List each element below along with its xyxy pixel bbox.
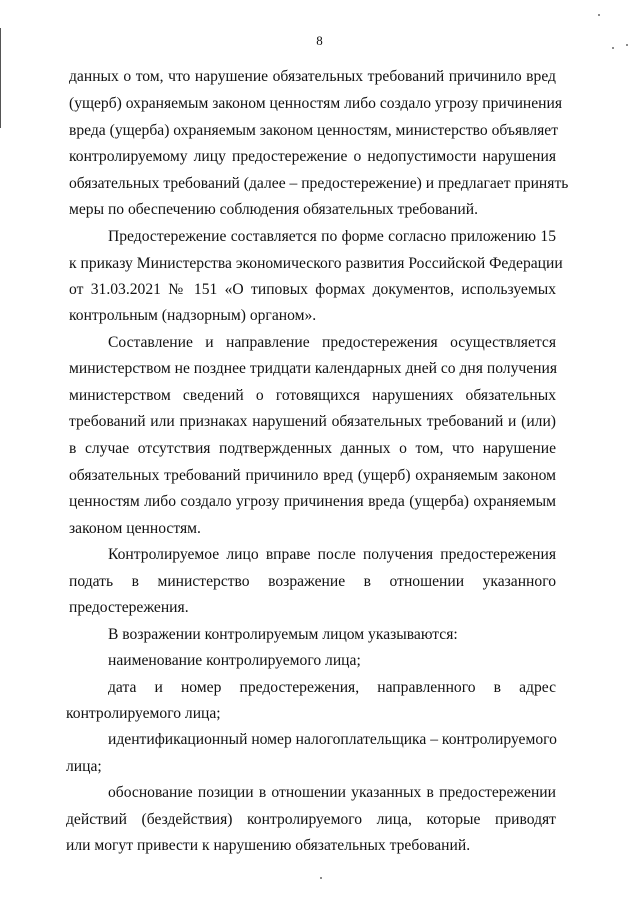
text-line: министерством сведений о готовящихся нарушениях обязательных — [69, 387, 556, 404]
scan-speck — [320, 877, 322, 879]
text-line: действий (бездействия) контролируемого лица, которые приводят — [66, 811, 556, 828]
text-line: предостережения. — [69, 599, 189, 616]
text-line: к приказу Министерства экономического развития Российской Федерации — [69, 255, 563, 272]
text-line: Предостережение составляется по форме согласно приложению 15 — [108, 228, 556, 245]
text-line: требований или признаках нарушений обязательных требований и (или) — [69, 413, 556, 430]
text-line: или могут привести к нарушению обязательных требований. — [66, 837, 471, 854]
text-line: обоснование позиции в отношении указанных в предостережении — [108, 784, 556, 801]
text-line: Составление и направление предостережения осуществляется — [108, 334, 556, 351]
text-line: лица; — [66, 758, 102, 775]
text-line: обязательных требований причинило вред (ущерб) охраняемым законом — [69, 467, 556, 484]
text-line: данных о том, что нарушение обязательных требований причинило вред — [69, 68, 556, 85]
text-line: законом ценностям. — [69, 520, 201, 537]
text-line: дата и номер предостережения, направленного в адрес — [108, 679, 556, 696]
text-line: Контролируемое лицо вправе после получения предостережения — [108, 546, 556, 563]
text-line: от 31.03.2021 № 151 «О типовых формах документов, используемых — [69, 281, 556, 298]
text-line: идентификационный номер налогоплательщика – контролируемого — [108, 731, 557, 748]
text-line: министерством не позднее тридцати календарных дней со дня получения — [69, 360, 557, 377]
text-line: ценностям либо создало угрозу причинения вреда (ущерба) охраняемым — [69, 493, 556, 510]
text-line: меры по обеспечению соблюдения обязательных требований. — [69, 201, 478, 218]
scan-speck — [598, 14, 600, 16]
page-number: 8 — [316, 33, 323, 48]
text-line: контролируемому лицу предостережение о недопустимости нарушения — [69, 148, 556, 165]
text-line: наименование контролируемого лица; — [108, 652, 361, 669]
text-line: контролируемого лица; — [66, 705, 221, 722]
text-line: (ущерб) охраняемым законом ценностям либо создало угрозу причинения — [69, 95, 563, 112]
text-line: подать в министерство возражение в отношении указанного — [69, 573, 556, 590]
text-line: вреда (ущерба) охраняемым законом ценностям, министерство объявляет — [69, 122, 559, 139]
text-line: обязательных требований (далее – предостережение) и предлагает принять — [69, 175, 569, 192]
text-line: в случае отсутствия подтвержденных данных о том, что нарушение — [69, 440, 556, 457]
text-line: В возражении контролируемым лицом указываются: — [108, 626, 458, 643]
text-line: контрольным (надзорным) органом». — [69, 307, 317, 324]
